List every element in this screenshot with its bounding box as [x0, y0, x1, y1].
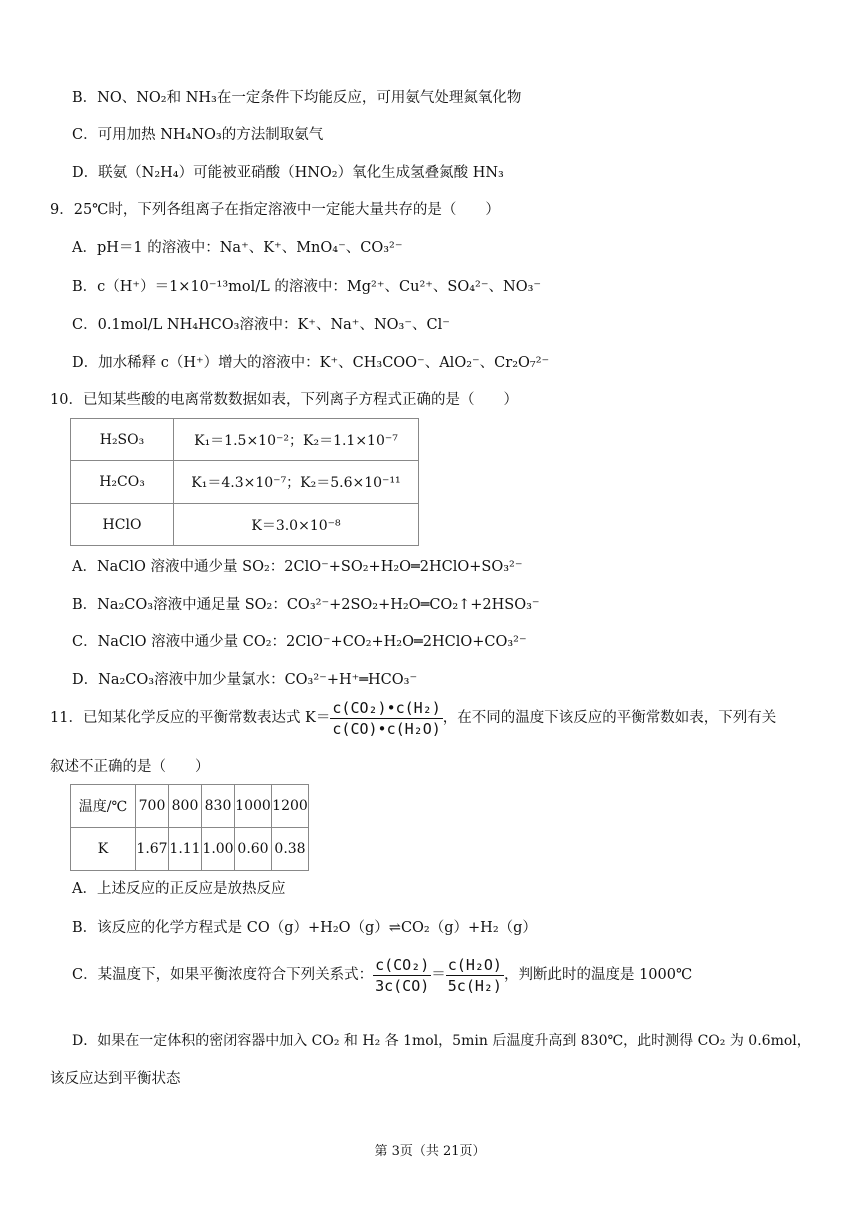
table-cell: K: [71, 828, 136, 871]
table-row: [71, 785, 309, 828]
fraction-numerator: c(H₂O): [447, 955, 502, 974]
q8-option-d: D．联氨（N₂H₄）可能被亚硝酸（HNO₂）氧化生成氢叠氮酸 HN₃: [72, 165, 504, 181]
table-row: [71, 419, 419, 461]
q11-stem-suffix: ，在不同的温度下该反应的平衡常数如表，下列有关: [442, 710, 777, 726]
q9-option-b: B．c（H⁺）＝1×10⁻¹³mol/L 的溶液中：Mg²⁺、Cu²⁺、SO₄²⁻、NO₃⁻: [72, 279, 542, 295]
q11-option-d-line2: 该反应达到平衡状态: [50, 1071, 181, 1087]
equilibrium-expression: [330, 698, 442, 739]
table-cell: 1.67: [136, 828, 169, 871]
table-cell: 1000: [235, 785, 272, 828]
q9-option-a: A．pH＝1 的溶液中：Na⁺、K⁺、MnO₄⁻、CO₃²⁻: [72, 240, 403, 256]
q10-option-b: B．Na₂CO₃溶液中通足量 SO₂：CO₃²⁻+2SO₂+H₂O═CO₂↑+2HSO₃⁻: [72, 597, 540, 613]
q11-option-c-suffix: ，判断此时的温度是 1000℃: [503, 967, 693, 983]
table-row: [71, 461, 419, 504]
table-cell: 700: [136, 785, 169, 828]
q10-option-c: C．NaClO 溶液中通少量 CO₂：2ClO⁻+CO₂+H₂O═2HClO+CO₃²⁻: [72, 634, 527, 650]
q11-stem-line2: 叙述不正确的是（ ）: [50, 759, 210, 775]
table-cell: K₁＝4.3×10⁻⁷；K₂＝5.6×10⁻¹¹: [174, 461, 419, 504]
fraction-numerator: c(CO₂): [375, 955, 430, 974]
table-cell: K＝3.0×10⁻⁸: [174, 504, 419, 546]
fraction-denominator: 5c(H₂): [447, 976, 502, 995]
table-cell: 0.60: [235, 828, 272, 871]
table-cell: 830: [202, 785, 235, 828]
q11-option-b: B．该反应的化学方程式是 CO（g）+H₂O（g）⇌CO₂（g）+H₂（g）: [72, 920, 537, 936]
table-cell: K₁＝1.5×10⁻²；K₂＝1.1×10⁻⁷: [174, 419, 419, 461]
q8-option-c: C．可用加热 NH₄NO₃的方法制取氨气: [72, 127, 324, 143]
fraction-numerator: c(CO₂)•c(H₂): [332, 698, 441, 717]
table-cell: 1200: [272, 785, 309, 828]
fraction-denominator: 3c(CO): [375, 976, 430, 995]
table-cell: HClO: [71, 504, 174, 546]
table-cell: H₂SO₃: [71, 419, 174, 461]
table-cell: 800: [169, 785, 202, 828]
q9-option-c: C．0.1mol/L NH₄HCO₃溶液中：K⁺、Na⁺、NO₃⁻、Cl⁻: [72, 317, 450, 333]
equilibrium-constant-table: [70, 784, 309, 871]
table-cell: H₂CO₃: [71, 461, 174, 504]
table-cell: 1.00: [202, 828, 235, 871]
table-cell: 温度/℃: [71, 785, 136, 828]
ratio-fraction-2: [446, 955, 504, 996]
q9-option-d: D．加水稀释 c（H⁺）增大的溶液中：K⁺、CH₃COO⁻、AlO₂⁻、Cr₂O₇²⁻: [72, 355, 550, 371]
acid-constant-table: [70, 418, 419, 546]
q11-option-a: A．上述反应的正反应是放热反应: [72, 881, 286, 897]
table-row: [71, 504, 419, 546]
q10-stem: 10．已知某些酸的电离常数数据如表，下列离子方程式正确的是（ ）: [50, 392, 518, 408]
fraction-denominator: c(CO)•c(H₂O): [332, 719, 441, 738]
q9-stem: 9．25℃时，下列各组离子在指定溶液中一定能大量共存的是（ ）: [50, 202, 500, 218]
ratio-fraction-1: [373, 955, 431, 996]
page-number: 第 3页（共 21页）: [374, 1144, 486, 1159]
table-cell: 0.38: [272, 828, 309, 871]
q11-option-c-prefix: C．某温度下，如果平衡浓度符合下列关系式：: [72, 967, 374, 983]
q11-stem-prefix: 11．已知某化学反应的平衡常数表达式 K＝: [50, 710, 331, 726]
q11-option-c: [72, 954, 692, 996]
equals-sign: ＝: [431, 967, 446, 983]
q10-option-d: D．Na₂CO₃溶液中加少量氯水：CO₃²⁻+H⁺═HCO₃⁻: [72, 672, 418, 688]
q8-option-b: B．NO、NO₂和 NH₃在一定条件下均能反应，可用氨气处理氮氧化物: [72, 90, 522, 106]
q11-option-d-line1: D．如果在一定体积的密闭容器中加入 CO₂ 和 H₂ 各 1mol，5min 后温度升高到 830℃，此时测得 CO₂ 为 0.6mol，: [72, 1033, 811, 1049]
q10-option-a: A．NaClO 溶液中通少量 SO₂：2ClO⁻+SO₂+H₂O═2HClO+SO₃²⁻: [72, 559, 523, 575]
table-row: [71, 828, 309, 871]
table-cell: 1.11: [169, 828, 202, 871]
q11-stem: [50, 697, 776, 739]
